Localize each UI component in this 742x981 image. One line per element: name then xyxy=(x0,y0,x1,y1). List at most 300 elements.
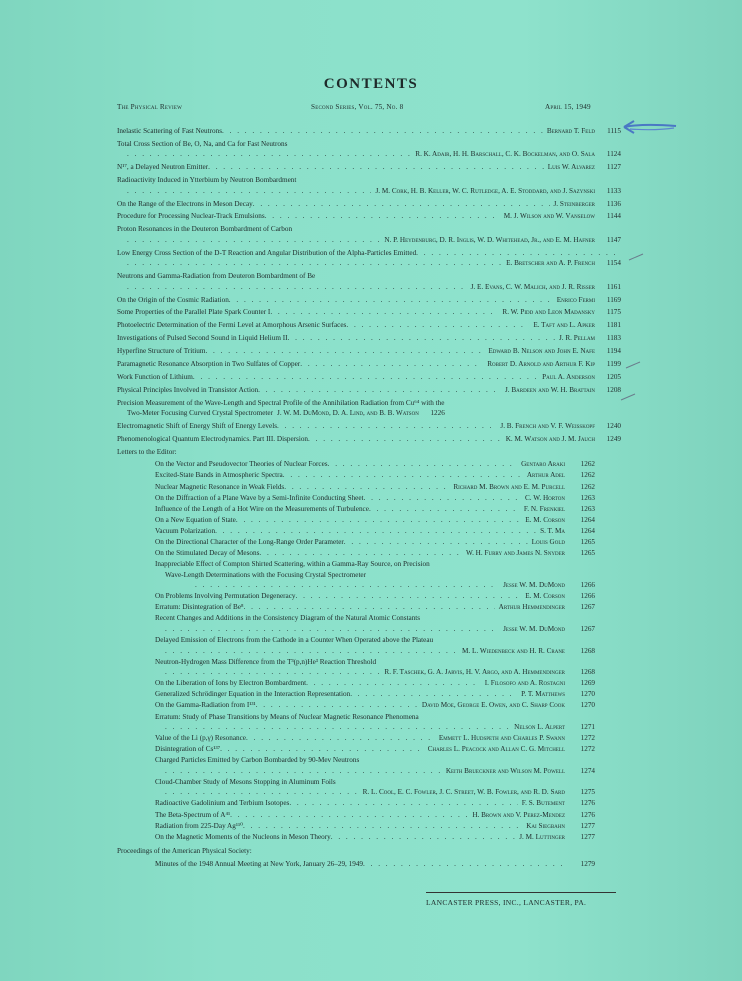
letter-entry xyxy=(155,755,595,776)
entry-page: 1194 xyxy=(606,347,621,356)
leader-dots xyxy=(277,421,496,432)
entry-author-line xyxy=(117,235,621,246)
letter-title: On the Magnetic Moments of the Nucleons in Meson Theory xyxy=(155,832,331,841)
leader-dots xyxy=(416,248,621,259)
leader-dots xyxy=(127,258,502,269)
letter-page: 1275 xyxy=(580,788,595,797)
leader-dots xyxy=(165,667,380,678)
proceedings-page: 1279 xyxy=(580,859,595,868)
letter-author-line xyxy=(155,722,595,733)
letter-authors: F. S. Butement xyxy=(521,799,565,808)
entry-title: Hyperfine Structure of Tritium xyxy=(117,347,206,356)
entry-page: 1144 xyxy=(606,212,621,221)
letter-title-line xyxy=(155,635,595,646)
letter-entry xyxy=(155,526,595,537)
entry-title: Work Function of Lithium xyxy=(117,372,193,381)
letter-title: On the Gamma-Radiation from I¹³¹ xyxy=(155,701,256,710)
letter-author-line xyxy=(155,766,595,777)
letter-page: 1268 xyxy=(580,646,595,655)
letter-entry xyxy=(155,733,595,744)
letter-entry xyxy=(155,537,595,548)
letter-page: 1264 xyxy=(580,526,595,535)
contents-entry xyxy=(117,162,621,173)
leader-dots xyxy=(288,333,556,344)
letter-title: Excited-State Bands in Atmospheric Spectra xyxy=(155,471,283,480)
letter-line xyxy=(155,821,595,832)
entry-page: 1183 xyxy=(606,334,621,343)
leader-dots xyxy=(350,689,517,700)
entry-page: 1208 xyxy=(606,385,621,394)
letter-authors: S. T. Ma xyxy=(540,526,565,535)
entry-title: Precision Measurement of the Wave-Length and Spectral Profile of the Annihilation Radiation from Cu⁶⁴ with the xyxy=(117,398,445,407)
leader-dots xyxy=(296,591,522,602)
entry-authors: R. K. Adair, H. H. Barschall, C. K. Bockelman, and O. Sala xyxy=(415,150,595,159)
contents-entry xyxy=(117,421,621,432)
entry-author-line xyxy=(117,258,621,269)
letter-entry xyxy=(155,470,595,481)
letter-entry xyxy=(155,700,595,711)
letters-heading: Letters to the Editor: xyxy=(117,447,177,456)
leader-dots xyxy=(236,515,521,526)
entry-authors: J. M. Cork, H. B. Keller, W. C. Rutledge, A. E. Stoddard, and J. Sazynski xyxy=(375,186,595,195)
entry-page: 1127 xyxy=(606,163,621,172)
letter-authors: H. Brown and V. Perez-Mendez xyxy=(472,810,565,819)
publisher-imprint: LANCASTER PRESS, INC., LANCASTER, PA. xyxy=(426,898,587,907)
leader-dots xyxy=(306,678,481,689)
page-title: CONTENTS xyxy=(323,76,419,92)
letter-line xyxy=(155,493,595,504)
entry-page: 1115 xyxy=(607,127,621,135)
contents-entry xyxy=(117,248,621,269)
entry-authors: Robert D. Arnold and Arthur F. Kip xyxy=(487,359,595,368)
entry-line xyxy=(117,346,621,357)
letter-title: Value of the Li (p,γ) Resonance xyxy=(155,734,246,743)
entry-title: N¹⁷, a Delayed Neutron Emitter xyxy=(117,163,209,172)
letter-title: Radiation from 225-Day Ag¹¹⁰ xyxy=(155,821,244,830)
letter-title-line xyxy=(155,657,595,668)
letter-author-line xyxy=(155,787,595,798)
letter-title: Erratum: Study of Phase Transitions by Means of Nuclear Magnetic Resonance Phenomena xyxy=(155,712,419,721)
entry-title: On the Origin of the Cosmic Radiation xyxy=(117,295,229,304)
letter-title: Erratum: Disintegration of Be⁸ xyxy=(155,603,244,612)
entry-title: Electromagnetic Shift of Energy Shift of Energy Levels xyxy=(117,422,278,431)
entry-authors: J. W. M. DuMond, D. A. Lind, and B. B. Watson xyxy=(277,409,419,418)
contents-entry xyxy=(117,372,621,383)
letter-title: On the Directional Character of the Long-Range Order Parameter xyxy=(155,537,344,546)
proceedings-title: Minutes of the 1948 Annual Meeting at New York, January 26–29, 1949 xyxy=(155,859,364,868)
leader-dots xyxy=(222,126,543,137)
leader-dots xyxy=(283,470,523,481)
entry-author-line xyxy=(117,282,621,293)
leader-dots xyxy=(220,744,424,755)
letter-title: Recent Changes and Additions in the Consistency Diagram of the Natural Atomic Constants xyxy=(155,614,421,623)
letter-author-line xyxy=(155,667,595,678)
entry-title: Total Cross Section of Be, O, Na, and Ca for Fast Neutrons xyxy=(117,139,288,148)
letter-authors: M. L. Wiedenbeck and H. R. Crane xyxy=(462,646,565,655)
letter-title-cont xyxy=(155,570,595,581)
letter-page: 1272 xyxy=(580,745,595,754)
contents-entry xyxy=(117,398,621,419)
letter-page: 1276 xyxy=(580,810,595,819)
contents-entry xyxy=(117,307,621,318)
pen-arrow-mark xyxy=(622,118,678,136)
letter-page: 1266 xyxy=(580,592,595,601)
entry-authors: J. E. Evans, C. W. Malich, and J. R. Risser xyxy=(470,282,595,291)
letter-entry xyxy=(155,613,595,634)
entry-line xyxy=(117,372,621,383)
letter-entry xyxy=(155,591,595,602)
leader-dots xyxy=(369,504,520,515)
leader-dots xyxy=(165,624,499,635)
letter-title-line xyxy=(155,777,595,788)
letter-authors: I. Filosofo and A. Rostagni xyxy=(484,679,565,688)
letter-entry xyxy=(155,602,595,613)
letter-entry xyxy=(155,548,595,559)
letter-title: Disintegration of Cs¹³⁷ xyxy=(155,745,221,754)
leader-dots xyxy=(205,346,484,357)
leader-dots xyxy=(165,787,359,798)
leader-dots xyxy=(246,733,435,744)
letter-authors: Arthur Hemmendinger xyxy=(498,603,565,612)
letter-authors: R. L. Cool, E. C. Fowler, J. C. Street, W. B. Fowler, and R. D. Sard xyxy=(362,788,565,797)
pen-tick-mark xyxy=(628,252,644,262)
letter-authors: W. H. Furry and James N. Snyder xyxy=(465,549,565,558)
letter-line xyxy=(155,810,595,821)
entry-line xyxy=(117,434,621,445)
letter-title-continued: Wave-Length Determinations with the Focusing Crystal Spectrometer xyxy=(165,570,367,579)
entry-line xyxy=(117,333,621,344)
entry-title: Procedure for Processing Nuclear-Track Emulsions xyxy=(117,212,265,221)
leader-dots xyxy=(215,526,536,537)
letter-line xyxy=(155,700,595,711)
contents-entry xyxy=(117,320,621,331)
letter-entry xyxy=(155,689,595,700)
letter-entry xyxy=(155,482,595,493)
letter-authors: Louis Gold xyxy=(531,537,565,546)
contents-entry xyxy=(117,126,621,137)
entry-authors: Edward B. Nelson and John E. Nafe xyxy=(488,347,595,356)
leader-dots xyxy=(259,548,462,559)
proceedings-entry xyxy=(117,859,595,870)
entry-authors: J. R. Pellam xyxy=(559,334,595,343)
leader-dots xyxy=(165,646,458,657)
entry-line xyxy=(117,421,621,432)
entry-page: 1136 xyxy=(606,199,621,208)
letter-authors: E. M. Corson xyxy=(525,515,565,524)
letter-page: 1262 xyxy=(580,471,595,480)
leader-dots xyxy=(300,359,483,370)
letter-line xyxy=(155,459,595,470)
entry-page: 1154 xyxy=(606,259,621,268)
letter-title: Delayed Emission of Electrons from the Cathode in a Counter When Operated above the Plateau xyxy=(155,636,434,645)
entry-title: Physical Principles Involved in Transistor Action xyxy=(117,385,259,394)
letter-page: 1276 xyxy=(580,799,595,808)
entry-title: Neutrons and Gamma-Radiation from Deuteron Bombardment of Be xyxy=(117,272,316,281)
entry-authors: R. W. Pidd and Leon Madansky xyxy=(502,308,595,317)
entry-page: 1226 xyxy=(430,409,445,418)
letter-entry xyxy=(155,493,595,504)
letter-entry xyxy=(155,559,595,591)
letter-page: 1277 xyxy=(580,832,595,841)
letter-entry xyxy=(155,635,595,656)
entry-page: 1175 xyxy=(606,308,621,317)
entry-title-line xyxy=(117,175,621,186)
letter-line xyxy=(155,515,595,526)
letter-title: On the Stimulated Decay of Mesons xyxy=(155,549,260,558)
letter-entry xyxy=(155,810,595,821)
leader-dots xyxy=(244,602,495,613)
letter-author-line xyxy=(155,580,595,591)
leader-dots xyxy=(270,307,498,318)
leader-dots xyxy=(208,162,544,173)
entry-line xyxy=(117,359,621,370)
letter-page: 1265 xyxy=(580,549,595,558)
contents-entry xyxy=(117,346,621,357)
entry-page: 1249 xyxy=(606,434,621,443)
letter-page: 1271 xyxy=(580,723,595,731)
entry-page: 1205 xyxy=(606,372,621,381)
entry-authors: Luis W. Alvarez xyxy=(547,163,595,172)
letter-entry xyxy=(155,832,595,843)
leader-dots xyxy=(265,211,500,222)
letter-title: Inappreciable Effect of Compton Shirted Scattering, within a Gamma-Ray Source, on Precision xyxy=(155,560,430,569)
entry-authors: Enrico Fermi xyxy=(556,295,595,304)
letter-entry xyxy=(155,712,595,733)
letter-authors: Nelson L. Alpert xyxy=(514,723,565,731)
letter-title: On the Vector and Pseudovector Theories of Nuclear Forces xyxy=(155,460,328,469)
letter-line xyxy=(155,798,595,809)
entry-title: Phenomenological Quantum Electrodynamics. Part III. Dispersion xyxy=(117,434,309,443)
letter-line xyxy=(155,504,595,515)
contents-entry xyxy=(117,175,621,196)
leader-dots xyxy=(165,766,442,777)
entry-authors: J. Bardeen and W. H. Brattain xyxy=(504,385,595,394)
issue-date: April 15, 1949 xyxy=(545,103,591,111)
leader-dots xyxy=(284,482,449,493)
contents-entry xyxy=(117,224,621,245)
contents-entry xyxy=(117,295,621,306)
entry-title: Some Properties of the Parallel Plate Spark Counter I xyxy=(117,308,271,317)
leader-dots xyxy=(328,459,518,470)
entry-page: 1169 xyxy=(606,295,621,304)
letter-authors: J. M. Luttinger xyxy=(519,832,565,841)
entry-title-line xyxy=(117,248,621,259)
letter-authors: Gentaro Araki xyxy=(521,460,565,469)
letter-authors: Richard M. Brown and E. M. Purcell xyxy=(453,482,565,491)
entry-title: Photoelectric Determination of the Fermi Level at Amorphous Arsenic Surfaces xyxy=(117,321,347,330)
entry-page: 1181 xyxy=(606,321,621,330)
letter-page: 1270 xyxy=(580,701,595,710)
letter-authors: Keith Brueckner and Wilson M. Powell xyxy=(445,766,565,775)
entry-page: 1124 xyxy=(606,150,621,159)
letter-line xyxy=(155,470,595,481)
letter-page: 1264 xyxy=(580,515,595,524)
contents-entry xyxy=(117,271,621,292)
letter-authors: F. N. Frenkiel xyxy=(523,504,565,513)
letter-line xyxy=(155,482,595,493)
entry-authors: E. Taft and L. Apker xyxy=(533,321,595,330)
letter-title-line xyxy=(155,613,595,624)
letters-list xyxy=(117,459,595,842)
journal-name: The Physical Review xyxy=(117,103,183,111)
letter-line xyxy=(155,832,595,843)
leader-dots xyxy=(243,821,522,832)
letter-page: 1267 xyxy=(580,624,595,633)
contents-list xyxy=(117,126,621,869)
entry-line xyxy=(117,211,621,222)
letter-page: 1263 xyxy=(580,504,595,513)
letter-authors: David Moe, George E. Owen, and C. Sharp Cook xyxy=(421,701,565,710)
letter-entry xyxy=(155,678,595,689)
entry-page: 1161 xyxy=(606,282,621,291)
letter-page: 1270 xyxy=(580,690,595,699)
letter-entry xyxy=(155,515,595,526)
contents-entry xyxy=(117,359,621,370)
letter-title: On the Liberation of Ions by Electron Bombardment xyxy=(155,679,307,688)
entry-author-line xyxy=(117,186,621,197)
letter-page: 1267 xyxy=(580,603,595,612)
entry-line xyxy=(117,162,621,173)
letter-page: 1274 xyxy=(580,766,595,775)
entry-title: Low Energy Cross Section of the D-T Reaction and Angular Distribution of the Alpha-Particles Emitted xyxy=(117,248,417,257)
leader-dots xyxy=(127,186,371,197)
entry-page: 1133 xyxy=(606,186,621,195)
entry-authors: E. Bretscher and A. P. French xyxy=(506,259,595,268)
letter-title: Charged Particles Emitted by Carbon Bombarded by 90-Mev Neutrons xyxy=(155,756,360,765)
entry-page: 1199 xyxy=(606,359,621,368)
entry-authors: K. M. Watson and J. M. Jauch xyxy=(505,434,595,443)
letter-line xyxy=(155,526,595,537)
letter-title: Radioactive Gadolinium and Terbium Isotopes xyxy=(155,799,290,808)
contents-entry xyxy=(117,211,621,222)
entry-page: 1147 xyxy=(606,235,621,244)
letter-entry xyxy=(155,821,595,832)
leader-dots xyxy=(127,282,467,293)
entry-authors: Bernard T. Feld xyxy=(546,127,595,135)
contents-entry xyxy=(117,199,621,210)
entry-authors: N. P. Heydenburg, D. R. Inglis, W. D. Whitehead, Jr., and E. M. Hafner xyxy=(384,235,595,244)
pen-tick-mark xyxy=(625,360,641,370)
letter-entry xyxy=(155,777,595,798)
letter-authors: P. T. Matthews xyxy=(521,690,565,699)
entry-authors: J. B. French and V. F. Weisskopf xyxy=(500,422,595,431)
entry-line xyxy=(117,307,621,318)
letter-title: Generalized Schrödinger Equation in the Interaction Representation xyxy=(155,690,351,699)
letter-title: Nuclear Magnetic Resonance in Weak Fields xyxy=(155,482,285,491)
entry-authors: Paul A. Anderson xyxy=(542,372,595,381)
letter-title: Cloud-Chamber Study of Mesons Stopping in Aluminum Foils xyxy=(155,777,336,786)
leader-dots xyxy=(229,295,553,306)
leader-dots xyxy=(308,434,502,445)
contents-entry xyxy=(117,434,621,445)
letter-line xyxy=(155,537,595,548)
entry-title-continued: Two-Meter Focusing Curved Crystal Spectrometer xyxy=(127,409,274,418)
leader-dots xyxy=(195,580,499,591)
letter-authors: Jesse W. M. DuMond xyxy=(503,581,565,590)
letter-authors: Charles L. Peacock and Allan C. G. Mitchell xyxy=(427,745,565,754)
letter-title-line xyxy=(155,712,595,723)
leader-dots xyxy=(253,199,550,210)
letter-authors: Kai Siegbahn xyxy=(526,821,565,830)
leader-dots xyxy=(346,320,529,331)
entry-line xyxy=(117,385,621,396)
publisher-rule xyxy=(426,892,616,893)
letter-authors: Emmett L. Hudspeth and Charles P. Swann xyxy=(438,734,565,743)
leader-dots xyxy=(331,832,516,843)
letter-line xyxy=(155,733,595,744)
entry-title: Inelastic Scattering of Fast Neutrons xyxy=(117,127,222,135)
entry-authors: J. Steinberger xyxy=(553,199,595,208)
letter-line xyxy=(155,689,595,700)
entry-title-line xyxy=(117,139,621,150)
leader-dots xyxy=(230,810,468,821)
entry-title-line xyxy=(117,224,621,235)
letter-line xyxy=(155,591,595,602)
letter-page: 1272 xyxy=(580,734,595,743)
letter-title-line xyxy=(155,559,595,570)
contents-entry xyxy=(117,139,621,160)
leader-dots xyxy=(165,722,510,733)
letter-authors: Arthur Adel xyxy=(526,471,565,480)
entry-title: On the Range of the Electrons in Meson Decay xyxy=(117,199,253,208)
leader-dots xyxy=(364,493,521,504)
proceedings-line xyxy=(155,859,595,870)
letter-entry xyxy=(155,504,595,515)
letter-line xyxy=(155,548,595,559)
entry-title-line xyxy=(117,271,621,282)
leader-dots xyxy=(256,700,418,711)
letter-title: On the Diffraction of a Plane Wave by a Semi-Infinite Conducting Sheet xyxy=(155,493,364,502)
proceedings-heading: Proceedings of the American Physical Society: xyxy=(117,847,252,856)
letter-page: 1266 xyxy=(580,581,595,590)
entry-line xyxy=(117,199,621,210)
entry-title: Investigations of Pulsed Second Sound in Liquid Helium II xyxy=(117,334,288,343)
letter-title-line xyxy=(155,755,595,766)
entry-authors: M. J. Wilson and W. Vanselow xyxy=(503,212,595,221)
entry-line xyxy=(117,320,621,331)
letter-page: 1268 xyxy=(580,668,595,677)
letter-page: 1265 xyxy=(580,537,595,546)
contents-entry xyxy=(117,385,621,396)
letter-page: 1262 xyxy=(580,460,595,469)
entry-title-line xyxy=(117,398,621,409)
letter-authors: E. M. Corson xyxy=(525,592,565,601)
letter-page: 1277 xyxy=(580,821,595,830)
letter-line xyxy=(155,602,595,613)
letter-page: 1262 xyxy=(580,482,595,491)
entry-title: Proton Resonances in the Deuteron Bombardment of Carbon xyxy=(117,225,293,234)
letter-authors: R. F. Taschek, G. A. Jarvis, H. V. Argo, and A. Hemmendinger xyxy=(384,668,565,677)
letter-entry xyxy=(155,657,595,678)
series-label: Second Series, Vol. 75, No. 8 xyxy=(311,103,404,111)
letter-title: Neutron-Hydrogen Mass Difference from the T³(p,n)He³ Reaction Threshold xyxy=(155,657,377,666)
contents-entry xyxy=(117,333,621,344)
letter-line xyxy=(155,678,595,689)
entry-title-cont xyxy=(117,408,621,419)
entry-line xyxy=(117,295,621,306)
letter-line xyxy=(155,744,595,755)
letter-authors: Jesse W. M. DuMond xyxy=(503,624,565,633)
leader-dots xyxy=(258,385,501,396)
leader-dots xyxy=(289,798,517,809)
letter-entry xyxy=(155,459,595,470)
letter-page: 1269 xyxy=(580,679,595,688)
leader-dots xyxy=(127,235,380,246)
entry-title: Radioactivity Induced in Ytterbium by Neutron Bombardment xyxy=(117,176,297,185)
leader-dots xyxy=(127,149,411,160)
letter-title: Vacuum Polarization xyxy=(155,526,216,535)
letter-entry xyxy=(155,798,595,809)
